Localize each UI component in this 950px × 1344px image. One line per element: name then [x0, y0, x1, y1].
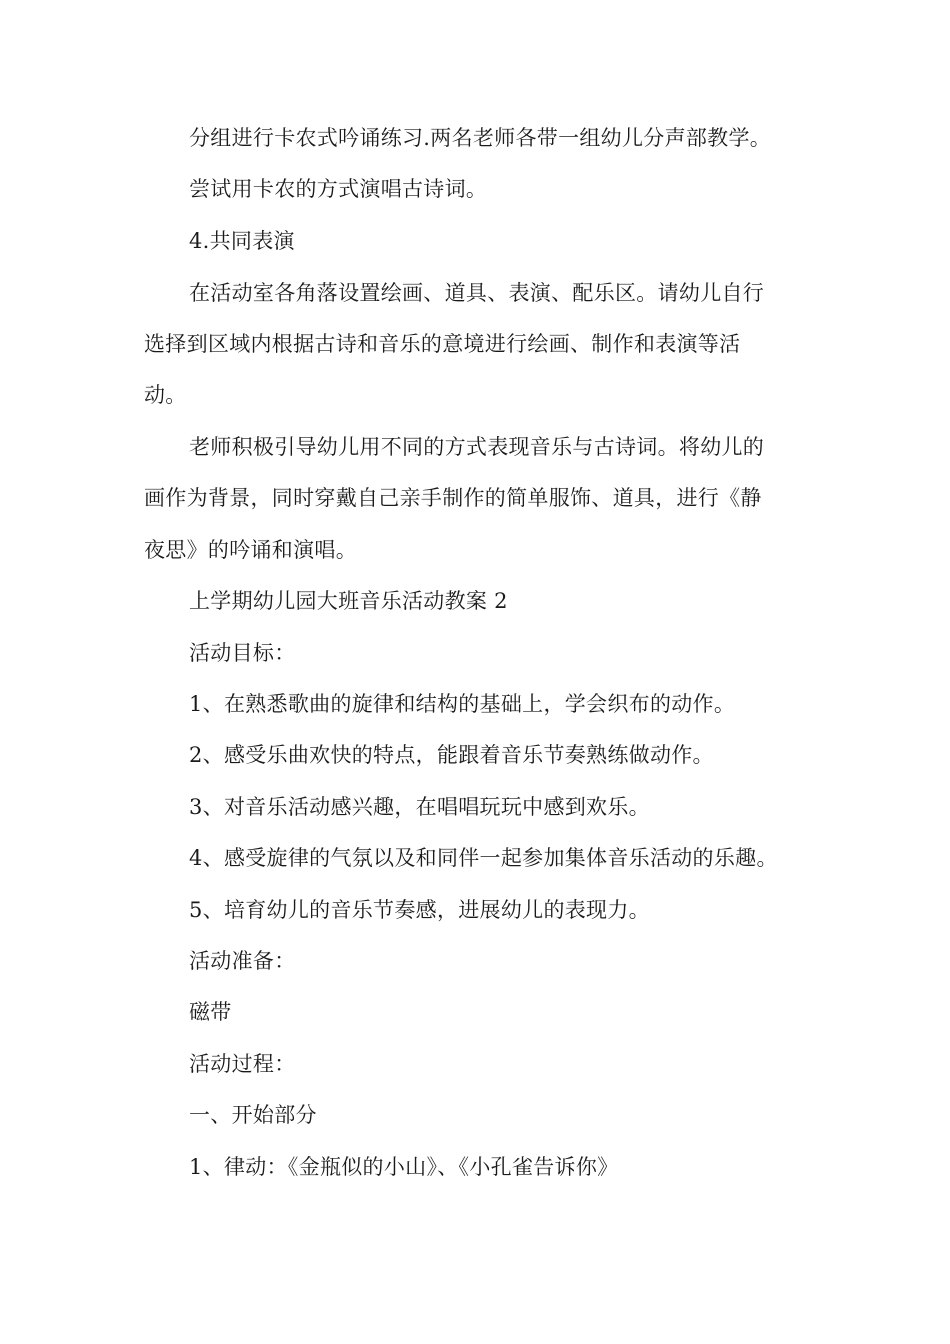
paragraph-line: 尝试用卡农的方式演唱古诗词。 — [189, 177, 488, 201]
paragraph-line: 在活动室各角落设置绘画、道具、表演、配乐区。请幼儿自行 — [189, 281, 765, 305]
section-heading: 一、开始部分 — [189, 1103, 317, 1127]
paragraph-line: 老师积极引导幼儿用不同的方式表现音乐与古诗词。将幼儿的 — [189, 435, 765, 459]
list-item: 2、感受乐曲欢快的特点，能跟着音乐节奏熟练做动作。 — [189, 743, 714, 767]
section-heading: 4.共同表演 — [189, 229, 295, 253]
list-item: 1、在熟悉歌曲的旋律和结构的基础上，学会织布的动作。 — [189, 692, 736, 716]
document-title: 上学期幼儿园大班音乐活动教案 2 — [189, 589, 508, 613]
paragraph-line: 分组进行卡农式吟诵练习.两名老师各带一组幼儿分声部教学。 — [189, 126, 772, 150]
list-item: 1、律动：《金瓶似的小山》、《小孔雀告诉你》 — [189, 1155, 619, 1179]
section-heading: 活动目标： — [189, 641, 296, 665]
list-item: 3、对音乐活动感兴趣，在唱唱玩玩中感到欢乐。 — [189, 795, 650, 819]
paragraph-line: 画作为背景，同时穿戴自己亲手制作的简单服饰、道具，进行《静 — [144, 486, 762, 510]
list-item: 5、培育幼儿的音乐节奏感，进展幼儿的表现力。 — [189, 898, 650, 922]
paragraph-line: 选择到区域内根据古诗和音乐的意境进行绘画、制作和表演等活 — [144, 332, 741, 356]
section-heading: 活动过程： — [189, 1052, 296, 1076]
paragraph-line: 动。 — [144, 383, 187, 407]
paragraph-line: 夜思》的吟诵和演唱。 — [144, 538, 357, 562]
section-heading: 活动准备： — [189, 949, 296, 973]
paragraph-line: 磁带 — [189, 1000, 232, 1024]
list-item: 4、感受旋律的气氛以及和同伴一起参加集体音乐活动的乐趣。 — [189, 846, 778, 870]
